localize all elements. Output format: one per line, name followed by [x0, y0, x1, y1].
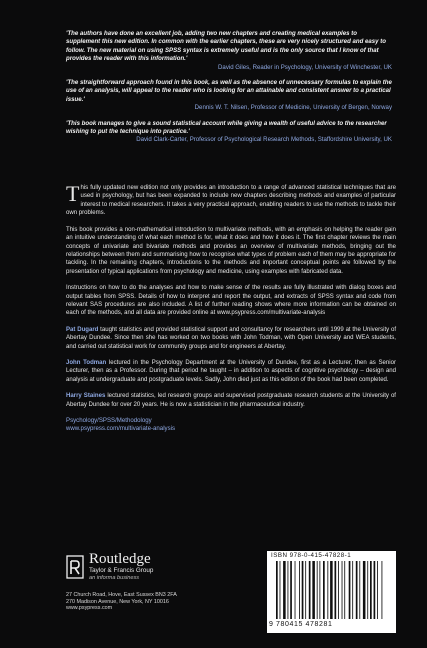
review-3	[66, 120, 392, 145]
address-line: 27 Church Road, Hove, East Sussex BN3 2FA	[66, 592, 177, 598]
author-name: Harry Staines	[66, 393, 106, 400]
author-bio-text: lectured in the Psychology Department at the University of Dundee, first as a Lecturer, then as Senior Lecturer, then as a Professor. During that period he taught – in addition to aspects of cognitive psychology – design and analysis at undergraduate and postgraduate levels. Sadly, John died just as this edition of the book had been completed.	[66, 359, 396, 383]
review-2	[66, 79, 392, 113]
author-bio	[66, 326, 396, 351]
author-bio-text: taught statistics and provided statistical support and consultancy for researchers until 1999 at the University of Abertay Dundee. Since then she has worked on two books with John Todman, with Open University and WEA students, and carried out statistical work for community groups and for engineers at Abertay.	[66, 326, 396, 350]
instructions-paragraph: Instructions on how to do the analyses and how to make sense of the results are fully illustrated with dialog boxes and output tables from SPSS. Details of how to interpret and report the output, and extracts of SPSS syntax and code from relevant SAS procedures are also included. A list of further reading shows where more information can be obtained on each of the methods, and all data are provided online at www.psypress.com/multivariate-analysis	[66, 285, 396, 317]
routledge-logo	[66, 552, 236, 582]
subject-links	[66, 417, 396, 434]
drop-cap: T	[66, 181, 80, 206]
website-link[interactable]: www.psypress.com/multivariate-analysis	[66, 425, 176, 433]
review-attribution: David Clark-Carter, Professor of Psychological Research Methods, Staffordshire University, UK	[136, 136, 392, 144]
review-1	[66, 30, 392, 72]
review-quote: 'The authors have done an excellent job, adding two new chapters and creating medical examples to supplement this new edition. In common with the earlier chapters, these are very nicely structured and easy to follow. The new material on using SPSS syntax is extremely useful and is the only source that I know of that provides the reader with this information.'	[66, 30, 387, 63]
intro-text: his fully updated new edition not only provides an introduction to a range of advanced statistical techniques that are used in psychology, but has been expanded to include new chapters describing methods and examples of particular interest to medical researchers. It takes a very practical approach, enabling readers to use the methods to tackle their own problems.	[66, 185, 396, 217]
publisher-tagline: an informa business	[89, 575, 140, 581]
review-quote: 'This book manages to give a sound statistical account while giving a wealth of useful advice to the researcher wishing to put the technique into practice.'	[66, 119, 387, 136]
reviews-section	[66, 30, 392, 152]
publisher-address	[66, 592, 236, 612]
address-line: www.psypress.com	[66, 605, 113, 612]
barcode-bars	[276, 561, 388, 621]
author-bio-text: lectured statistics, led research groups and supervised postgraduate research students at the University of Abertay Dundee for over 20 years. He is now a statistician in the pharmaceutical industry.	[66, 393, 396, 408]
review-attribution: David Giles, Reader in Psychology, University of Winchester, UK	[218, 63, 392, 71]
subject-category: Psychology/SPSS/Methodology	[66, 416, 152, 424]
publisher-block	[66, 552, 236, 612]
review-attribution: Dennis W. T. Nilsen, Professor of Medicine, University of Bergen, Norway	[194, 104, 392, 112]
routledge-mark-icon	[66, 555, 84, 579]
barcode-digits: 9 780415 478281	[269, 621, 333, 628]
author-name: John Todman	[66, 359, 107, 366]
author-bio	[66, 392, 396, 409]
intro-paragraph	[66, 181, 396, 218]
isbn-barcode	[267, 551, 396, 633]
overview-paragraph: This book provides a non-mathematical introduction to multivariate methods, with an emphasis on helping the reader gain an intuitive understanding of what each method is for, what it does and how it does it. The first chapter reviews the main concepts of univariate and bivariate methods and provides an overview of multivariate methods, bringing out the relationships between them and summarising how to recognise what types of problem each of them may be appropriate for tackling. In the remaining chapters, introductions to the methods and important conceptual points are followed by the presentation of typical applications from psychology and medicine, using examples with fabricated data.	[66, 226, 396, 275]
description-section	[66, 181, 396, 434]
publisher-group: Taylor & Francis Group	[89, 567, 154, 574]
isbn-number: ISBN 978-0-415-47828-1	[271, 552, 352, 559]
author-bio	[66, 359, 396, 384]
author-name: Pat Dugard	[66, 326, 99, 333]
publisher-name: Routledge	[89, 551, 151, 567]
review-quote: 'The straightforward approach found in this book, as well as the absence of unnecessary formulas to explain the use of an analysis, will appeal to the reader who is looking for an attainable and consistent answer to a practical issue.'	[66, 79, 392, 103]
address-line: 270 Madison Avenue, New York, NY 10016	[66, 598, 169, 605]
